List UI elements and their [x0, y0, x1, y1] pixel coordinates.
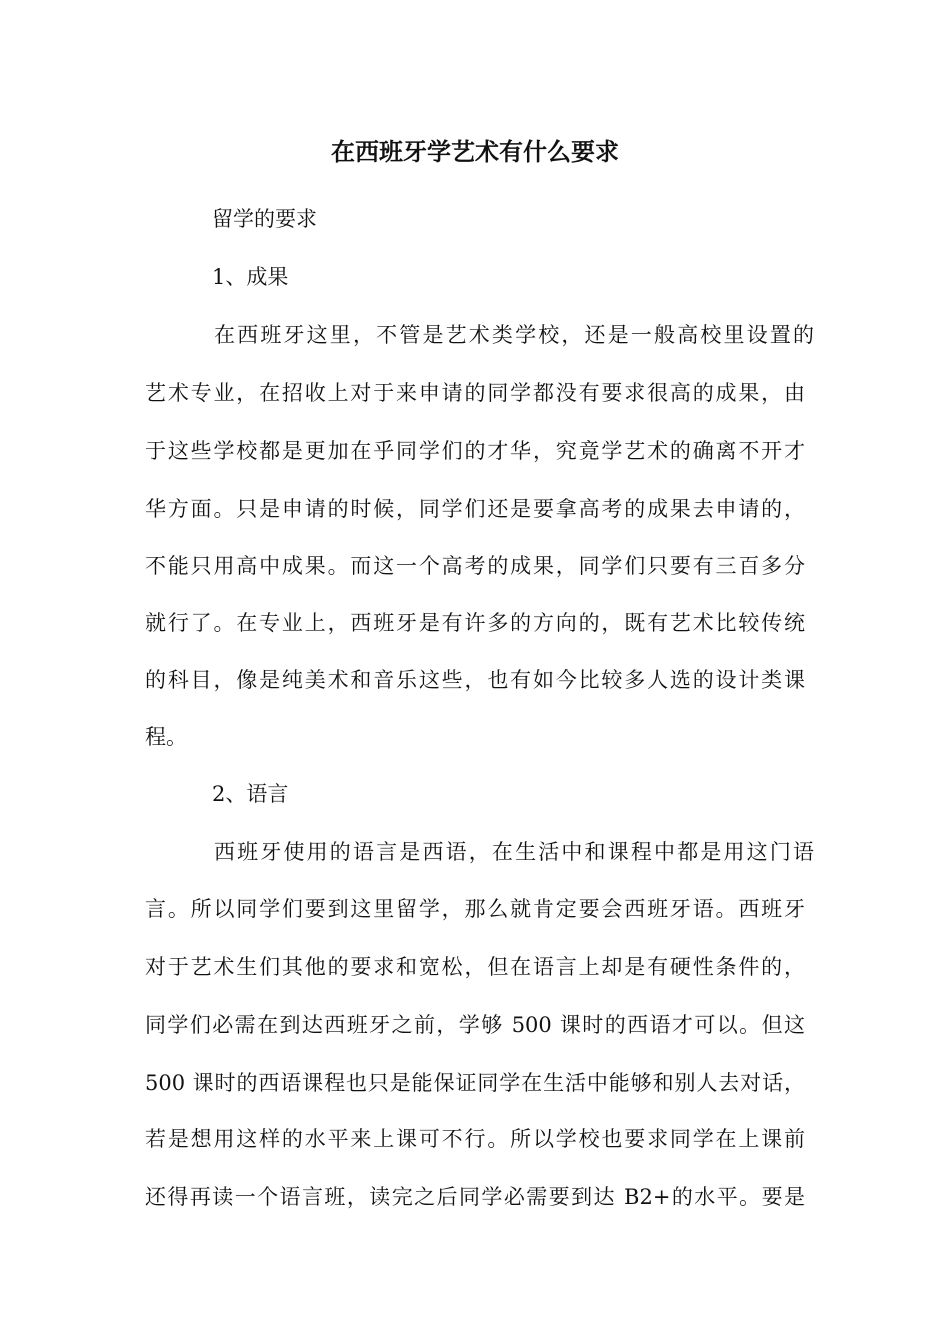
paragraph-line: 还得再读一个语言班，读完之后同学必需要到达 B2+的水平。要是 [145, 1185, 805, 1209]
subsection-heading-results: 1、成果 [212, 265, 289, 289]
subsection-heading-language: 2、语言 [212, 782, 289, 806]
paragraph-line: 于这些学校都是更加在乎同学们的才华，究竟学艺术的确离不开才 [145, 439, 805, 463]
paragraph-line: 就行了。在专业上，西班牙是有许多的方向的，既有艺术比较传统 [145, 611, 805, 635]
paragraph-line: 艺术专业，在招收上对于来申请的同学都没有要求很高的成果，由 [145, 381, 805, 405]
paragraph-line: 西班牙使用的语言是西语，在生活中和课程中都是用这门语 [214, 840, 814, 864]
paragraph-line: 程。 [145, 725, 187, 749]
paragraph-line: 若是想用这样的水平来上课可不行。所以学校也要求同学在上课前 [145, 1127, 805, 1151]
paragraph-line: 华方面。只是申请的时候，同学们还是要拿高考的成果去申请的， [145, 497, 805, 521]
paragraph-line: 的科目，像是纯美术和音乐这些，也有如今比较多人选的设计类课 [145, 668, 805, 692]
paragraph-line: 言。所以同学们要到这里留学，那么就肯定要会西班牙语。西班牙 [145, 897, 805, 921]
paragraph-line: 不能只用高中成果。而这一个高考的成果，同学们只要有三百多分 [145, 554, 805, 578]
document-title: 在西班牙学艺术有什么要求 [331, 137, 619, 166]
paragraph-line: 对于艺术生们其他的要求和宽松，但在语言上却是有硬性条件的， [145, 955, 805, 979]
paragraph-line: 在西班牙这里，不管是艺术类学校，还是一般高校里设置的 [214, 323, 814, 347]
paragraph-line: 同学们必需在到达西班牙之前，学够 500 课时的西语才可以。但这 [145, 1013, 805, 1037]
paragraph-line: 500 课时的西语课程也只是能保证同学在生活中能够和别人去对话， [145, 1071, 805, 1095]
section-heading: 留学的要求 [212, 207, 317, 231]
